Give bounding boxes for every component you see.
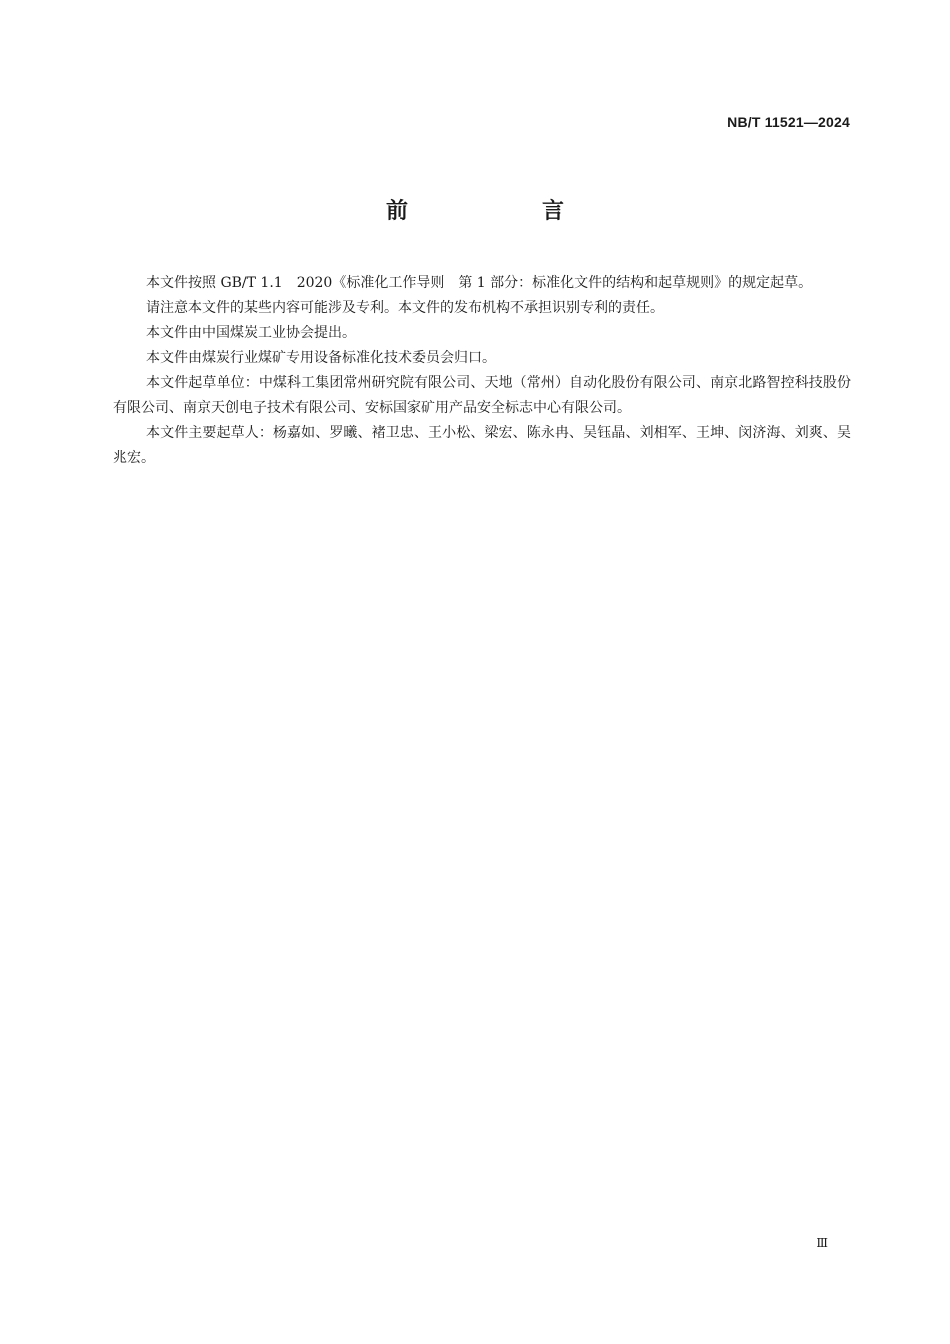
paragraph-drafters: 本文件主要起草人：杨嘉如、罗曦、褚卫忠、王小松、梁宏、陈永冉、吴钰晶、刘相军、王坤、闵济海、刘爽、吴兆宏。 [113,425,851,466]
page-number: Ⅲ [816,1236,828,1250]
paragraph-proposer: 本文件由中国煤炭工业协会提出。 [146,325,356,341]
paragraph-drafting-units: 本文件起草单位：中煤科工集团常州研究院有限公司、天地（常州）自动化股份有限公司、南京北路智控科技股份有限公司、南京天创电子技术有限公司、安标国家矿用产品安全标志中心有限公司。 [113,375,851,416]
page-title: 前 言 [385,199,620,224]
foreword-body [113,271,851,471]
paragraph-patent-notice: 请注意本文件的某些内容可能涉及专利。本文件的发布机构不承担识别专利的责任。 [146,300,664,316]
standard-code: NB/T 11521—2024 [727,114,850,130]
paragraph-drafting-rules: 本文件按照 GB/T 1.1 2020《标准化工作导则 第 1 部分：标准化文件的结构和起草规则》的规定起草。 [146,275,813,291]
paragraph-technical-committee: 本文件由煤炭行业煤矿专用设备标准化技术委员会归口。 [146,350,496,366]
